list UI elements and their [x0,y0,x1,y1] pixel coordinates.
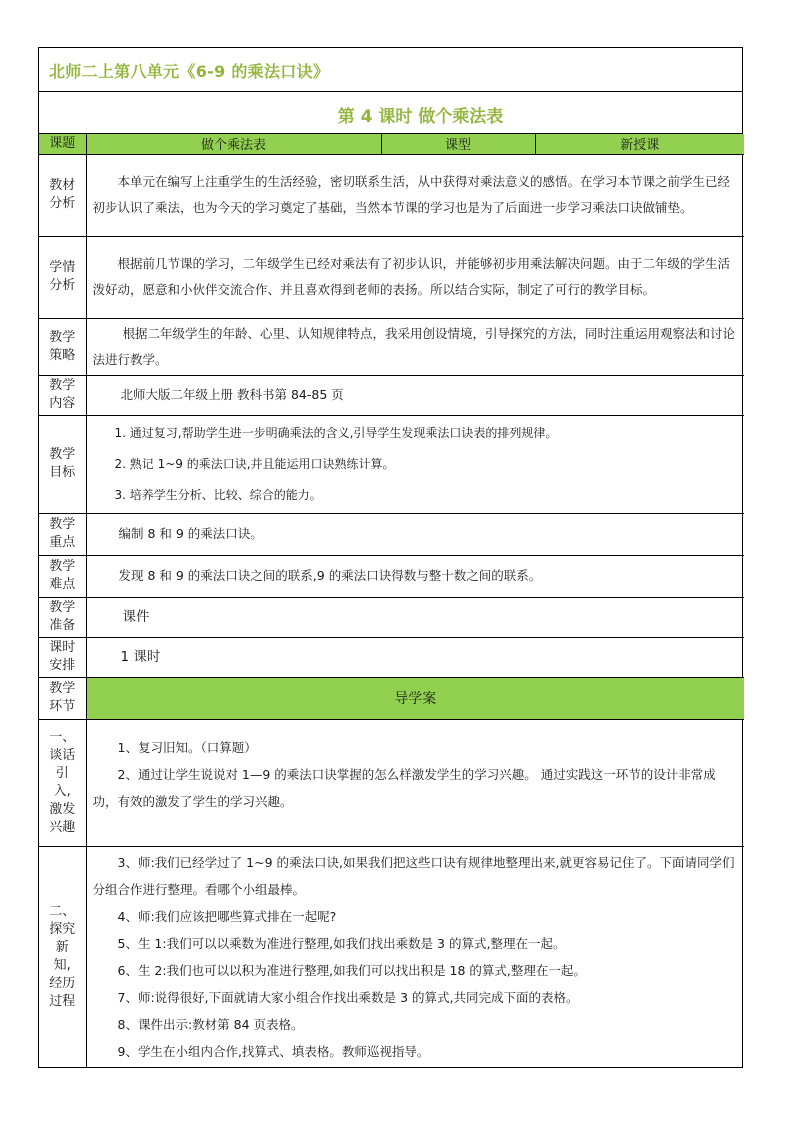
content-text: 北师大版二年级上册 教科书第 84-85 页 [86,375,744,415]
type-label: 课型 [381,134,535,154]
explore-line: 3、师:我们已经学过了 1~9 的乘法口诀,如果我们把这些口诀有规律地整理出来,就更容易记住了。下面请同学们分组合作进行整理。看哪个小组最棒。 [92,854,735,897]
explore-line: 4、师:我们应该把哪些算式排在一起呢? [117,908,337,924]
explore-line: 5、生 1:我们可以以乘数为准进行整理,如我们找出乘数是 3 的算式,整理在一起。 [117,935,566,951]
intro-row [39,719,744,846]
topic-value: 做个乘法表 [86,134,381,154]
lesson-title: 第 4 课时 做个乘法表 [337,107,504,127]
intro-label: 一、 谈话 引 入, 激发 兴趣 [39,719,86,846]
explore-line: 9、学生在小组内合作,找算式、填表格。教师巡视指导。 [117,1043,430,1059]
type-value: 新授课 [535,134,744,154]
material-row [39,154,744,236]
meta-row [39,134,744,154]
content-row [39,375,744,415]
topic-label: 课题 [39,134,86,154]
key-row [39,513,744,555]
prep-text: 课件 [86,597,744,637]
lesson-title-row [39,92,742,134]
lesson-table [39,134,744,1067]
key-label: 教学 重点 [39,513,86,555]
goals-label: 教学 目标 [39,415,86,513]
material-text: 本单元在编写上注重学生的生活经验，密切联系生活，从中获得对乘法意义的感悟。在学习本节课之前学生已经初步认识了乘法，也为今天的学习奠定了基础，当然本节课的学习也是为了后面进一步学习乘法口诀做铺垫。 [86,154,744,236]
explore-label: 二、 探究 新 知, 经历 过程 [39,846,86,1067]
material-label: 教材 分析 [39,154,86,236]
explore-line: 6、生 2:我们也可以以积为准进行整理,如我们可以找出积是 18 的算式,整理在一起。 [117,962,586,978]
unit-title-row [39,48,742,92]
explore-line: 7、师:说得很好,下面就请大家小组合作找出乘数是 3 的算式,共同完成下面的表格。 [117,989,579,1005]
strategy-text: 根据二年级学生的年龄、心里、认知规律特点，我采用创设情境，引导探究的方法，同时注重运用观察法和讨论法进行教学。 [86,318,744,375]
intro-line: 2、通过让学生说说对 1—9 的乘法口诀掌握的怎么样激发学生的学习兴趣。 通过实践这一环节的设计非常成功，有效的激发了学生的学习兴趣。 [92,766,716,809]
prep-row [39,597,744,637]
goals-row [39,415,744,513]
lesson-plan-sheet [38,47,743,1068]
schedule-text: 1 课时 [86,637,744,677]
students-row [39,236,744,318]
explore-line: 8、课件出示:教材第 84 页表格。 [117,1016,304,1032]
goal-item: 3. 培养学生分析、比较、综合的能力。 [114,487,322,502]
unit-title: 北师二上第八单元《6-9 的乘法口诀》 [49,62,330,81]
strategy-row [39,318,744,375]
stage-row [39,677,744,719]
goal-item: 1. 通过复习,帮助学生进一步明确乘法的含义,引导学生发现乘法口诀表的排列规律。 [114,425,558,440]
students-label: 学情 分析 [39,236,86,318]
goals-list [86,415,744,513]
content-label: 教学 内容 [39,375,86,415]
explore-body [86,846,744,1067]
strategy-label: 教学 策略 [39,318,86,375]
schedule-row [39,637,744,677]
difficulty-row [39,555,744,597]
intro-line: 1、复习旧知。（口算题） [117,739,257,755]
explore-row [39,846,744,1067]
intro-body [86,719,744,846]
prep-label: 教学 准备 [39,597,86,637]
difficulty-text: 发现 8 和 9 的乘法口诀之间的联系,9 的乘法口诀得数与整十数之间的联系。 [86,555,744,597]
goal-item: 2. 熟记 1~9 的乘法口诀,并且能运用口诀熟练计算。 [114,456,395,471]
difficulty-label: 教学 难点 [39,555,86,597]
schedule-label: 课时 安排 [39,637,86,677]
stage-header: 导学案 [86,677,744,719]
stage-label: 教学 环节 [39,677,86,719]
key-text: 编制 8 和 9 的乘法口诀。 [86,513,744,555]
students-text: 根据前几节课的学习，二年级学生已经对乘法有了初步认识，并能够初步用乘法解决问题。由于二年级的学生活泼好动，愿意和小伙伴交流合作、并且喜欢得到老师的表扬。所以结合实际，制定了可行的教学目标。 [86,236,744,318]
